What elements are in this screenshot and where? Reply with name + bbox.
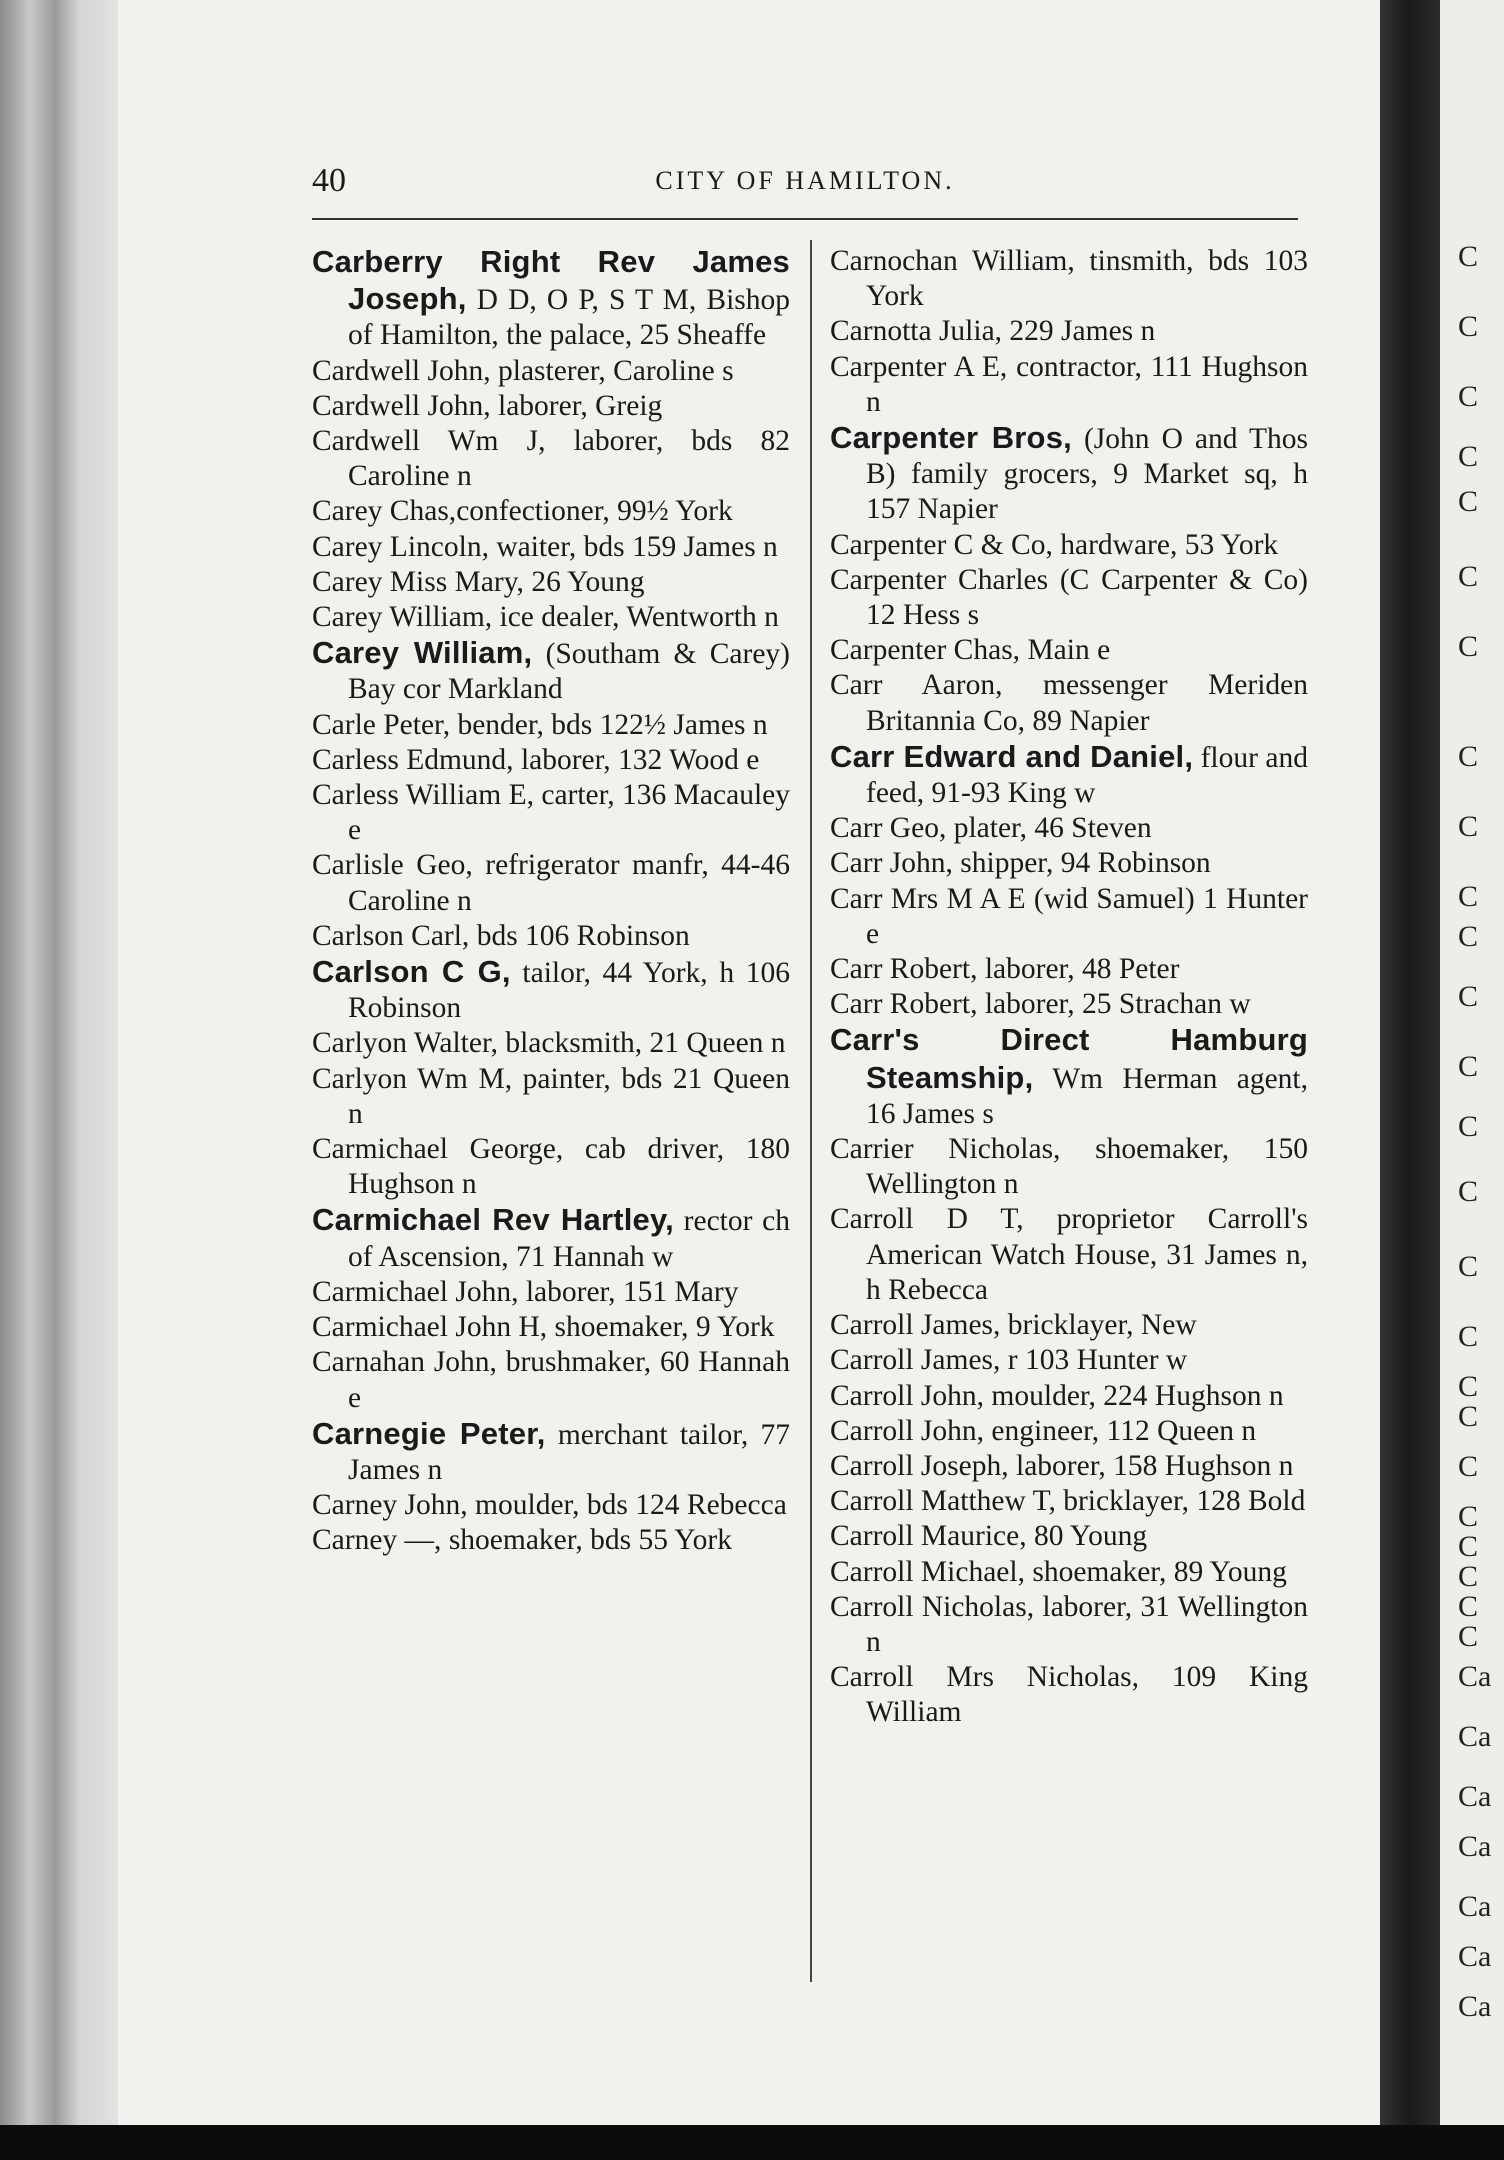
entry-name: Carpenter C & Co, bbox=[830, 528, 1053, 561]
entry-details: rector ch of Ascension, 71 Hannah w bbox=[348, 1205, 790, 1273]
directory-entry bbox=[312, 565, 790, 600]
next-page-fragment: C bbox=[1458, 980, 1479, 1013]
entry-name: Carroll John, bbox=[830, 1379, 985, 1412]
entry-details: moulder, 224 Hughson n bbox=[984, 1379, 1284, 1412]
entry-name: Carroll John, bbox=[830, 1414, 985, 1447]
entry-details: laborer, 25 Strachan w bbox=[977, 988, 1251, 1021]
directory-entry bbox=[312, 954, 790, 1026]
next-page-fragment: C bbox=[1458, 810, 1479, 843]
directory-entry bbox=[830, 1414, 1308, 1449]
entry-name: Carroll Maurice, bbox=[830, 1520, 1027, 1553]
directory-entry bbox=[830, 882, 1308, 952]
entry-name: Carnochan William, bbox=[830, 245, 1075, 277]
entry-name: Carr Robert, bbox=[830, 988, 978, 1021]
entry-details: 80 Young bbox=[1026, 1520, 1148, 1553]
entry-details: flour and feed, 91-93 King w bbox=[866, 741, 1308, 810]
directory-entry bbox=[830, 1379, 1308, 1414]
directory-entry bbox=[312, 1062, 790, 1132]
directory-entry bbox=[312, 1132, 790, 1202]
directory-entry bbox=[830, 811, 1308, 846]
directory-entry bbox=[312, 1488, 790, 1523]
scan-left-edge bbox=[0, 0, 118, 2160]
entry-details: tailor, 44 York, h 106 Robinson bbox=[348, 957, 791, 1025]
directory-entry bbox=[830, 1660, 1308, 1730]
directory-entry bbox=[830, 633, 1308, 668]
entry-details: ice dealer, Wentworth n bbox=[492, 601, 779, 634]
directory-entry bbox=[830, 1555, 1308, 1590]
entry-details: (Southam & Carey) Bay cor Markland bbox=[348, 638, 790, 706]
header-rule bbox=[312, 218, 1298, 220]
entry-details: bender, bds 122½ James n bbox=[450, 708, 768, 741]
entry-name: Carpenter Chas, bbox=[830, 634, 1021, 667]
entry-name: Carberry Right Rev James Joseph, bbox=[312, 244, 790, 317]
entry-details: shipper, 94 Robinson bbox=[952, 847, 1211, 880]
entry-details: merchant tailor, 77 James n bbox=[348, 1418, 791, 1486]
entry-details: 26 Young bbox=[523, 565, 645, 598]
next-page-fragment: C bbox=[1458, 880, 1479, 913]
entry-name: Carlyon Wm M, bbox=[312, 1062, 513, 1095]
directory-entry bbox=[830, 846, 1308, 881]
directory-entry bbox=[312, 354, 790, 389]
directory-entry bbox=[312, 708, 790, 743]
entry-details: 109 King William bbox=[866, 1661, 1308, 1729]
entry-details: (wid Samuel) 1 Hunter e bbox=[866, 882, 1308, 950]
scan-bottom-edge bbox=[0, 2125, 1504, 2160]
directory-entry bbox=[830, 987, 1308, 1022]
entry-name: Carr Mrs M A E bbox=[830, 882, 1026, 915]
entry-details: bricklayer, New bbox=[1000, 1309, 1197, 1342]
entry-details: painter, bds 21 Queen n bbox=[348, 1062, 790, 1130]
directory-entry bbox=[312, 244, 790, 354]
entry-name: Carey Miss Mary, bbox=[312, 565, 524, 598]
entry-name: Carroll James, bbox=[830, 1344, 1001, 1377]
directory-entry bbox=[312, 1026, 790, 1061]
entry-details: D D, O P, S T M, Bishop of Hamilton, the palace, 25 Sheaffe bbox=[348, 284, 790, 352]
directory-entry bbox=[830, 739, 1308, 811]
entry-name: Cardwell John, bbox=[312, 354, 491, 387]
entry-details: messenger Meriden Britannia Co, 89 Napier bbox=[866, 669, 1309, 737]
entry-name: Carney —, bbox=[312, 1524, 442, 1557]
entry-name: Carr Robert, bbox=[830, 953, 978, 986]
next-page-fragment: Ca bbox=[1458, 1990, 1492, 2023]
entry-name: Carr Geo, bbox=[830, 812, 947, 845]
entry-name: Carmichael John H, bbox=[312, 1311, 548, 1344]
entry-details: tinsmith, bds 103 York bbox=[866, 245, 1308, 313]
entry-name: Cardwell John, bbox=[312, 389, 491, 422]
entry-name: Carroll James, bbox=[830, 1309, 1001, 1342]
directory-entry bbox=[830, 1132, 1308, 1202]
next-page-fragment: Ca bbox=[1458, 1720, 1492, 1753]
next-page-fragment: C bbox=[1458, 1400, 1479, 1433]
entry-name: Carnahan John, bbox=[312, 1346, 497, 1379]
entry-details: engineer, 112 Queen n bbox=[984, 1414, 1257, 1447]
entry-name: Carey William, bbox=[312, 635, 533, 671]
directory-entry bbox=[830, 668, 1308, 738]
right-column bbox=[830, 244, 1308, 1731]
next-page-fragment: C bbox=[1458, 1590, 1479, 1623]
next-page-fragment: Ca bbox=[1458, 1890, 1492, 1923]
next-page-fragment: C bbox=[1458, 485, 1479, 518]
entry-name: Carrier Nicholas, bbox=[830, 1133, 1061, 1166]
entry-details: plater, 46 Steven bbox=[946, 812, 1152, 845]
entry-name: Carlyon Walter, bbox=[312, 1027, 498, 1060]
entry-details: laborer, 151 Mary bbox=[518, 1275, 739, 1308]
next-page-fragment: Ca bbox=[1458, 1660, 1492, 1693]
entry-name: Carroll Joseph, bbox=[830, 1449, 1009, 1482]
entry-name: Carmichael Rev Hartley, bbox=[312, 1202, 674, 1238]
directory-entry bbox=[312, 919, 790, 954]
entry-name: Carr John, bbox=[830, 847, 953, 880]
entry-details: bricklayer, 128 Bold bbox=[1055, 1485, 1306, 1518]
entry-name: Carr Aaron, bbox=[830, 669, 1003, 702]
next-page-fragment: Ca bbox=[1458, 1940, 1492, 1973]
directory-entry bbox=[312, 848, 790, 918]
next-page-fragment: C bbox=[1458, 310, 1479, 343]
next-page-fragment: C bbox=[1458, 1530, 1479, 1563]
directory-entry bbox=[830, 244, 1308, 314]
entry-name: Carr Edward and Daniel, bbox=[830, 738, 1194, 774]
next-page-fragment: C bbox=[1458, 560, 1479, 593]
directory-entry bbox=[312, 1345, 790, 1415]
entry-details: laborer, bds 82 Caroline n bbox=[348, 425, 790, 493]
column-divider bbox=[810, 240, 812, 1982]
directory-entry bbox=[312, 530, 790, 565]
entry-details: carter, 136 Macauley e bbox=[348, 779, 790, 847]
entry-name: Carle Peter, bbox=[312, 708, 451, 741]
entry-details: (John O and Thos B) family grocers, 9 Market sq, h 157 Napier bbox=[866, 423, 1308, 526]
entry-details: 229 James n bbox=[1002, 315, 1156, 348]
directory-entry bbox=[830, 314, 1308, 349]
entry-name: Carless Edmund, bbox=[312, 743, 514, 776]
directory-entry bbox=[830, 1343, 1308, 1378]
entry-details: cab driver, 180 Hughson n bbox=[348, 1133, 790, 1201]
next-page-fragment: C bbox=[1458, 1110, 1479, 1143]
entry-details: proprietor Carroll's American Watch House, 31 James n, h Rebecca bbox=[866, 1203, 1308, 1306]
next-page-fragment: C bbox=[1458, 920, 1479, 953]
entry-name: Carroll Michael, bbox=[830, 1555, 1025, 1588]
entry-name: Carpenter Charles bbox=[830, 563, 1049, 596]
directory-entry bbox=[312, 494, 790, 529]
directory-entry bbox=[830, 420, 1308, 528]
next-page-fragment: C bbox=[1458, 1175, 1479, 1208]
directory-entry bbox=[312, 1275, 790, 1310]
page-header bbox=[312, 162, 1298, 202]
entry-details: contractor, 111 Hughson n bbox=[866, 350, 1309, 418]
next-page-fragment: C bbox=[1458, 440, 1479, 473]
directory-entry bbox=[312, 1416, 790, 1488]
entry-name: Carnegie Peter, bbox=[312, 1415, 546, 1451]
entry-details: bds 106 Robinson bbox=[469, 919, 690, 952]
entry-name: Carroll D T, bbox=[830, 1203, 1024, 1236]
entry-details: confectioner, 99½ York bbox=[456, 495, 733, 528]
entry-name: Carlson C G, bbox=[312, 954, 511, 990]
page-number: 40 bbox=[312, 162, 346, 199]
entry-details: moulder, bds 124 Rebecca bbox=[467, 1489, 787, 1522]
entry-details: r 103 Hunter w bbox=[1000, 1344, 1188, 1377]
directory-entry bbox=[312, 743, 790, 778]
entry-name: Carr's Direct Hamburg Steamship, bbox=[830, 1022, 1308, 1095]
next-page-edge bbox=[1440, 0, 1504, 2160]
entry-name: Carlisle Geo, bbox=[312, 849, 473, 882]
entry-details: hardware, 53 York bbox=[1052, 528, 1279, 561]
next-page-fragment: C bbox=[1458, 1450, 1479, 1483]
next-page-fragment: Ca bbox=[1458, 1830, 1492, 1863]
directory-entry bbox=[830, 1484, 1308, 1519]
entry-details: Main e bbox=[1020, 634, 1111, 667]
directory-entry bbox=[830, 1022, 1308, 1132]
running-title: CITY OF HAMILTON. bbox=[655, 166, 955, 195]
next-page-fragment: C bbox=[1458, 380, 1479, 413]
next-page-fragment: C bbox=[1458, 1560, 1479, 1593]
next-page-fragment: C bbox=[1458, 1050, 1479, 1083]
entry-details: shoemaker, bds 55 York bbox=[441, 1524, 732, 1557]
entry-details: laborer, 158 Hughson n bbox=[1008, 1449, 1294, 1482]
entry-name: Carey William, bbox=[312, 601, 493, 634]
entry-name: Carey Chas, bbox=[312, 495, 457, 528]
entry-details: brushmaker, 60 Hannah e bbox=[348, 1346, 791, 1414]
entry-name: Carmichael John, bbox=[312, 1275, 519, 1308]
directory-entry bbox=[830, 528, 1308, 563]
directory-entry bbox=[312, 778, 790, 848]
entry-details: shoemaker, 150 Wellington n bbox=[866, 1133, 1308, 1201]
directory-entry bbox=[312, 600, 790, 635]
entry-details: laborer, 132 Wood e bbox=[513, 743, 760, 776]
entry-name: Carlson Carl, bbox=[312, 919, 470, 952]
directory-entry bbox=[830, 1308, 1308, 1343]
entry-details: laborer, 31 Wellington n bbox=[866, 1590, 1308, 1658]
directory-entry bbox=[312, 635, 790, 707]
next-page-fragment: C bbox=[1458, 1370, 1479, 1403]
directory-entry bbox=[830, 563, 1308, 633]
entry-details: Wm Herman agent, 16 James s bbox=[866, 1062, 1308, 1130]
entry-name: Carpenter A E, bbox=[830, 350, 1008, 383]
entry-details: blacksmith, 21 Queen n bbox=[497, 1027, 786, 1060]
entry-name: Carpenter Bros, bbox=[830, 420, 1072, 456]
entry-name: Carroll Matthew T, bbox=[830, 1485, 1056, 1518]
entry-name: Carless William E, bbox=[312, 779, 534, 812]
entry-name: Carney John, bbox=[312, 1489, 468, 1522]
next-page-fragment: C bbox=[1458, 1320, 1479, 1353]
entry-details: shoemaker, 9 York bbox=[547, 1311, 775, 1344]
entry-name: Carmichael George, bbox=[312, 1133, 564, 1166]
entry-details: laborer, 48 Peter bbox=[977, 953, 1180, 986]
entry-name: Carroll Nicholas, bbox=[830, 1590, 1035, 1623]
book-gutter bbox=[1380, 0, 1440, 2160]
directory-entry bbox=[830, 1202, 1308, 1308]
entry-name: Carnotta Julia, bbox=[830, 315, 1003, 348]
left-column bbox=[312, 244, 790, 1559]
entry-name: Cardwell Wm J, bbox=[312, 425, 546, 458]
directory-entry bbox=[312, 389, 790, 424]
directory-entry bbox=[830, 1519, 1308, 1554]
entry-details: refrigerator manfr, 44-46 Caroline n bbox=[348, 849, 791, 917]
entry-name: Carey Lincoln, bbox=[312, 530, 489, 563]
directory-entry bbox=[830, 350, 1308, 420]
entry-details: (C Carpenter & Co) 12 Hess s bbox=[866, 563, 1308, 632]
directory-entry bbox=[312, 1202, 790, 1274]
next-page-fragment: C bbox=[1458, 1250, 1479, 1283]
directory-entry bbox=[830, 1449, 1308, 1484]
entry-details: laborer, Greig bbox=[490, 389, 663, 422]
next-page-fragment: C bbox=[1458, 740, 1479, 773]
next-page-fragment: C bbox=[1458, 1500, 1479, 1533]
directory-entry bbox=[312, 1523, 790, 1558]
directory-entry bbox=[312, 424, 790, 494]
entry-name: Carroll Mrs Nicholas, bbox=[830, 1661, 1140, 1694]
directory-entry bbox=[830, 952, 1308, 987]
entry-details: waiter, bds 159 James n bbox=[488, 530, 778, 563]
entry-details: plasterer, Caroline s bbox=[490, 354, 734, 387]
directory-entry bbox=[312, 1310, 790, 1345]
next-page-fragment: C bbox=[1458, 1620, 1479, 1653]
entry-details: shoemaker, 89 Young bbox=[1024, 1555, 1287, 1588]
next-page-fragment: Ca bbox=[1458, 1780, 1492, 1813]
directory-entry bbox=[830, 1590, 1308, 1660]
next-page-fragment: C bbox=[1458, 240, 1479, 273]
next-page-fragment: C bbox=[1458, 630, 1479, 663]
